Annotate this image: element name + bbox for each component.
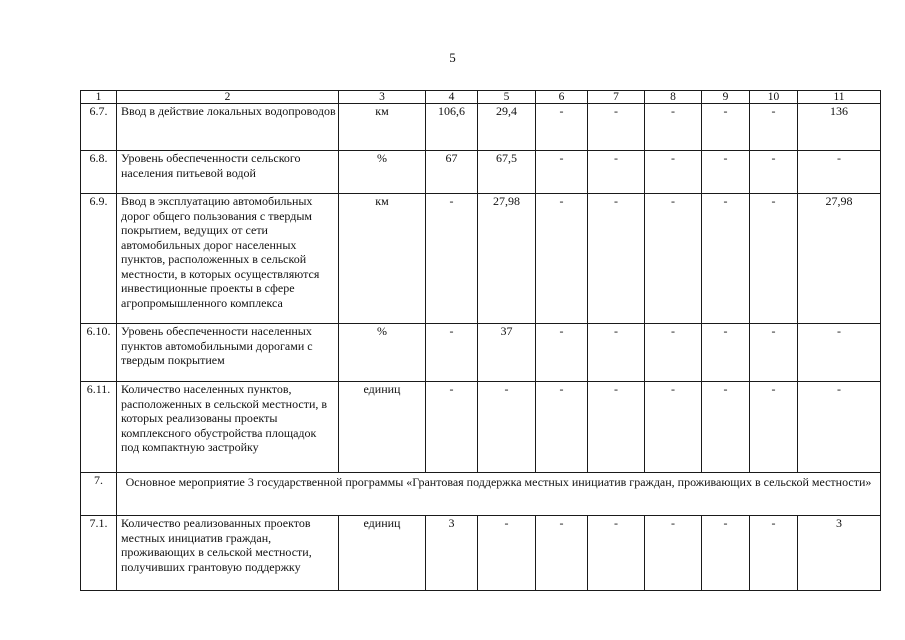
column-number-header: 7	[588, 91, 645, 104]
indicator-value: 67	[426, 151, 478, 194]
indicator-value: -	[702, 194, 750, 324]
indicator-name: Ввод в действие локальных водопроводов	[117, 104, 339, 151]
indicator-name: Количество населенных пунктов, расположенных в сельской местности, в которых реализованы проекты комплексного обустройства площадок под компактную застройку	[117, 382, 339, 473]
indicator-value: 3	[426, 516, 478, 591]
column-number-header: 4	[426, 91, 478, 104]
indicator-value: 3	[798, 516, 881, 591]
column-number-header: 8	[645, 91, 702, 104]
indicator-value: -	[588, 382, 645, 473]
indicator-value: -	[426, 324, 478, 382]
indicator-value: 27,98	[478, 194, 536, 324]
table-row	[81, 382, 881, 473]
indicator-value: -	[798, 151, 881, 194]
indicator-value: -	[702, 104, 750, 151]
indicator-value: -	[588, 516, 645, 591]
unit-of-measure: единиц	[339, 382, 426, 473]
column-number-header: 6	[536, 91, 588, 104]
indicator-value: -	[750, 516, 798, 591]
indicator-value: -	[536, 324, 588, 382]
indicator-value: -	[536, 151, 588, 194]
indicator-value: -	[645, 324, 702, 382]
indicator-value: -	[750, 194, 798, 324]
indicator-value: -	[645, 382, 702, 473]
indicator-value: -	[588, 194, 645, 324]
indicator-value: 27,98	[798, 194, 881, 324]
section-row	[81, 473, 881, 516]
column-number-header: 11	[798, 91, 881, 104]
table-row	[81, 104, 881, 151]
table-row	[81, 151, 881, 194]
indicator-value: -	[798, 382, 881, 473]
indicator-value: -	[478, 516, 536, 591]
row-number: 6.7.	[81, 104, 117, 151]
column-number-header: 1	[81, 91, 117, 104]
unit-of-measure: км	[339, 194, 426, 324]
indicator-value: -	[645, 104, 702, 151]
column-number-header: 5	[478, 91, 536, 104]
unit-of-measure: км	[339, 104, 426, 151]
indicator-name: Количество реализованных проектов местных инициатив граждан, проживающих в сельской местности, получивших грантовую поддержку	[117, 516, 339, 591]
row-number: 7.	[81, 473, 117, 516]
indicator-value: -	[750, 151, 798, 194]
indicator-value: -	[702, 151, 750, 194]
indicator-value: 106,6	[426, 104, 478, 151]
indicator-value: -	[702, 516, 750, 591]
column-number-header-row	[81, 91, 881, 104]
indicator-value: -	[426, 194, 478, 324]
table-body	[81, 91, 881, 591]
row-number: 6.11.	[81, 382, 117, 473]
column-number-header: 2	[117, 91, 339, 104]
column-number-header: 9	[702, 91, 750, 104]
row-number: 6.9.	[81, 194, 117, 324]
indicator-value: -	[702, 382, 750, 473]
column-number-header: 3	[339, 91, 426, 104]
indicator-value: -	[750, 324, 798, 382]
indicator-value: 136	[798, 104, 881, 151]
indicator-name: Уровень обеспеченности сельского населения питьевой водой	[117, 151, 339, 194]
indicator-value: -	[536, 516, 588, 591]
indicator-value: -	[750, 382, 798, 473]
row-number: 6.8.	[81, 151, 117, 194]
indicator-value: 67,5	[478, 151, 536, 194]
table-row	[81, 324, 881, 382]
page-number: 5	[449, 50, 456, 65]
indicator-value: -	[702, 324, 750, 382]
indicator-value: -	[536, 194, 588, 324]
column-number-header: 10	[750, 91, 798, 104]
indicator-value: -	[536, 104, 588, 151]
unit-of-measure: единиц	[339, 516, 426, 591]
indicators-table	[80, 90, 881, 591]
indicator-value: -	[588, 324, 645, 382]
indicator-value: -	[588, 151, 645, 194]
section-title: Основное мероприятие 3 государственной программы «Грантовая поддержка местных инициатив граждан, проживающих в сельской местности»	[117, 473, 881, 516]
unit-of-measure: %	[339, 151, 426, 194]
table-row	[81, 516, 881, 591]
indicator-value: 37	[478, 324, 536, 382]
indicator-value: -	[426, 382, 478, 473]
indicator-value: -	[478, 382, 536, 473]
indicator-value: 29,4	[478, 104, 536, 151]
row-number: 6.10.	[81, 324, 117, 382]
indicator-value: -	[536, 382, 588, 473]
row-number: 7.1.	[81, 516, 117, 591]
indicator-value: -	[645, 194, 702, 324]
indicator-value: -	[645, 516, 702, 591]
indicator-value: -	[645, 151, 702, 194]
indicator-value: -	[798, 324, 881, 382]
indicator-name: Уровень обеспеченности населенных пунктов автомобильными дорогами с твердым покрытием	[117, 324, 339, 382]
indicator-value: -	[588, 104, 645, 151]
indicator-value: -	[750, 104, 798, 151]
unit-of-measure: %	[339, 324, 426, 382]
indicator-name: Ввод в эксплуатацию автомобильных дорог общего пользования с твердым покрытием, ведущих от сети автомобильных дорог населенных пунктов, расположенных в сельской местности, в которых осуществляются инвестиционные проекты в сфере агропромышленного комплекса	[117, 194, 339, 324]
table-row	[81, 194, 881, 324]
